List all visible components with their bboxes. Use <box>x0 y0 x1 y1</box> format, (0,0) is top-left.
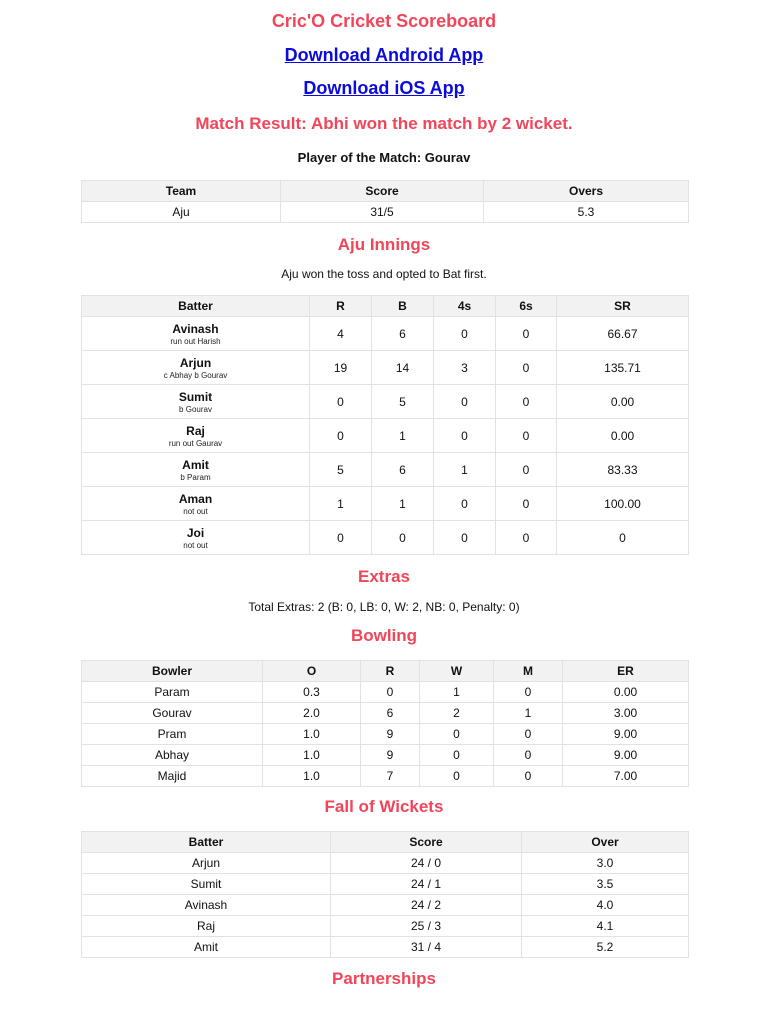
toss-note: Aju won the toss and opted to Bat first. <box>281 267 487 281</box>
bowler-economy: 9.00 <box>563 745 689 766</box>
table-row <box>82 745 689 766</box>
bowler-maidens: 1 <box>494 703 563 724</box>
batter-dismissal: not out <box>183 506 208 516</box>
summary-score: 31/5 <box>281 202 484 223</box>
fow-score: 24 / 1 <box>331 874 522 895</box>
app-title: Cric'O Cricket Scoreboard <box>271 11 497 31</box>
table-row <box>82 916 689 937</box>
fow-score: 25 / 3 <box>331 916 522 937</box>
batter-fours: 0 <box>434 385 496 419</box>
batter-fours: 0 <box>434 487 496 521</box>
table-row <box>82 419 689 453</box>
bowler-name: Param <box>82 682 263 703</box>
bowler-name: Gourav <box>82 703 263 724</box>
bowler-runs: 9 <box>361 724 420 745</box>
bowler-overs: 1.0 <box>263 766 361 787</box>
bowler-wickets: 0 <box>420 766 494 787</box>
bowler-name: Pram <box>82 724 263 745</box>
summary-header-overs: Overs <box>484 181 689 202</box>
bat-header-b: B <box>372 296 434 317</box>
ios-link-wrap <box>0 78 768 99</box>
bowler-name: Abhay <box>82 745 263 766</box>
batter-strike-rate: 83.33 <box>557 453 689 487</box>
bowler-overs: 1.0 <box>263 724 361 745</box>
fow-header-batter: Batter <box>82 832 331 853</box>
android-link-wrap <box>0 45 768 66</box>
fow-over: 3.0 <box>522 853 689 874</box>
batter-cell <box>82 385 310 419</box>
batter-dismissal: run out Gaurav <box>168 438 223 448</box>
table-row <box>82 385 689 419</box>
table-row <box>82 487 689 521</box>
fow-score: 24 / 2 <box>331 895 522 916</box>
bowler-maidens: 0 <box>494 745 563 766</box>
fow-title: Fall of Wickets <box>324 797 444 816</box>
batter-runs: 1 <box>310 487 372 521</box>
summary-header-score: Score <box>281 181 484 202</box>
bowler-runs: 7 <box>361 766 420 787</box>
innings-title: Aju Innings <box>337 235 431 254</box>
fow-over: 3.5 <box>522 874 689 895</box>
bat-header-batter: Batter <box>82 296 310 317</box>
batter-dismissal: b Param <box>180 472 211 482</box>
batter-runs: 19 <box>310 351 372 385</box>
bat-header-6s: 6s <box>496 296 557 317</box>
batter-name: Sumit <box>178 389 213 404</box>
batter-runs: 0 <box>310 419 372 453</box>
bowler-wickets: 1 <box>420 682 494 703</box>
fow-batter: Avinash <box>82 895 331 916</box>
bowl-header-m: M <box>494 661 563 682</box>
fow-over: 4.1 <box>522 916 689 937</box>
bowling-title: Bowling <box>350 626 418 645</box>
batter-runs: 4 <box>310 317 372 351</box>
batter-sixes: 0 <box>496 521 557 555</box>
fow-over: 4.0 <box>522 895 689 916</box>
bowler-economy: 3.00 <box>563 703 689 724</box>
batter-name: Raj <box>186 423 205 438</box>
batter-cell <box>82 317 310 351</box>
fow-batter: Raj <box>82 916 331 937</box>
bowler-economy: 0.00 <box>563 682 689 703</box>
batter-balls: 6 <box>372 317 434 351</box>
batting-table <box>81 295 689 555</box>
bat-header-r: R <box>310 296 372 317</box>
batter-sixes: 0 <box>496 419 557 453</box>
match-result: Match Result: Abhi won the match by 2 wicket. <box>195 114 573 133</box>
bowler-name: Majid <box>82 766 263 787</box>
batter-cell <box>82 521 310 555</box>
table-row <box>82 521 689 555</box>
table-row <box>82 724 689 745</box>
fow-header-score: Score <box>331 832 522 853</box>
table-row <box>82 682 689 703</box>
batter-name: Joi <box>186 525 205 540</box>
bowl-header-o: O <box>263 661 361 682</box>
fow-batter: Sumit <box>82 874 331 895</box>
table-row <box>82 351 689 385</box>
bowler-overs: 1.0 <box>263 745 361 766</box>
bowler-wickets: 0 <box>420 745 494 766</box>
bowler-maidens: 0 <box>494 766 563 787</box>
batter-fours: 0 <box>434 521 496 555</box>
batter-name: Amit <box>182 457 209 472</box>
table-row <box>82 853 689 874</box>
batter-fours: 3 <box>434 351 496 385</box>
table-row <box>82 874 689 895</box>
batter-sixes: 0 <box>496 351 557 385</box>
bowler-overs: 0.3 <box>263 682 361 703</box>
summary-team: Aju <box>82 202 281 223</box>
bat-header-sr: SR <box>557 296 689 317</box>
batter-balls: 1 <box>372 487 434 521</box>
extras-text: Total Extras: 2 (B: 0, LB: 0, W: 2, NB: 0, Penalty: 0) <box>248 600 520 614</box>
bowler-wickets: 0 <box>420 724 494 745</box>
bowl-header-r: R <box>361 661 420 682</box>
batter-runs: 0 <box>310 521 372 555</box>
bowler-wickets: 2 <box>420 703 494 724</box>
extras-title: Extras <box>358 567 410 586</box>
bowler-runs: 6 <box>361 703 420 724</box>
table-row <box>82 766 689 787</box>
download-ios-link[interactable]: Download iOS App <box>303 78 465 98</box>
bowl-header-er: ER <box>563 661 689 682</box>
table-row <box>82 937 689 958</box>
bowler-economy: 9.00 <box>563 724 689 745</box>
batter-strike-rate: 0 <box>557 521 689 555</box>
batter-runs: 5 <box>310 453 372 487</box>
fow-batter: Amit <box>82 937 331 958</box>
batter-strike-rate: 0.00 <box>557 385 689 419</box>
batter-strike-rate: 135.71 <box>557 351 689 385</box>
bowler-maidens: 0 <box>494 724 563 745</box>
table-row <box>82 703 689 724</box>
fow-header-over: Over <box>522 832 689 853</box>
batter-cell <box>82 487 310 521</box>
table-row <box>82 317 689 351</box>
bowler-overs: 2.0 <box>263 703 361 724</box>
batter-balls: 1 <box>372 419 434 453</box>
fow-table <box>81 831 689 958</box>
partnerships-title: Partnerships <box>332 969 436 988</box>
batter-name: Avinash <box>172 321 219 336</box>
player-of-match: Player of the Match: Gourav <box>297 150 471 165</box>
batter-name: Arjun <box>179 355 212 370</box>
batter-dismissal: b Gourav <box>179 404 212 414</box>
batter-sixes: 0 <box>496 487 557 521</box>
batter-dismissal: run out Harish <box>170 336 221 346</box>
bowler-runs: 0 <box>361 682 420 703</box>
batter-fours: 1 <box>434 453 496 487</box>
batter-cell <box>82 351 310 385</box>
bowler-maidens: 0 <box>494 682 563 703</box>
table-row <box>82 453 689 487</box>
batter-balls: 5 <box>372 385 434 419</box>
batter-strike-rate: 66.67 <box>557 317 689 351</box>
batter-sixes: 0 <box>496 385 557 419</box>
batter-dismissal: c Abhay b Gourav <box>163 370 228 380</box>
batter-runs: 0 <box>310 385 372 419</box>
fow-batter: Arjun <box>82 853 331 874</box>
batter-fours: 0 <box>434 317 496 351</box>
batter-fours: 0 <box>434 419 496 453</box>
bowler-economy: 7.00 <box>563 766 689 787</box>
summary-overs: 5.3 <box>484 202 689 223</box>
batter-sixes: 0 <box>496 453 557 487</box>
download-android-link[interactable]: Download Android App <box>284 45 484 65</box>
batter-balls: 0 <box>372 521 434 555</box>
bowling-table <box>81 660 689 787</box>
batter-strike-rate: 0.00 <box>557 419 689 453</box>
fow-score: 24 / 0 <box>331 853 522 874</box>
table-row <box>82 895 689 916</box>
bowler-runs: 9 <box>361 745 420 766</box>
batter-strike-rate: 100.00 <box>557 487 689 521</box>
table-row <box>82 202 689 223</box>
fow-over: 5.2 <box>522 937 689 958</box>
summary-table <box>81 180 689 223</box>
summary-header-team: Team <box>82 181 281 202</box>
batter-balls: 6 <box>372 453 434 487</box>
batter-cell <box>82 453 310 487</box>
batter-sixes: 0 <box>496 317 557 351</box>
batter-cell <box>82 419 310 453</box>
batter-name: Aman <box>178 491 213 506</box>
bat-header-4s: 4s <box>434 296 496 317</box>
bowl-header-w: W <box>420 661 494 682</box>
fow-score: 31 / 4 <box>331 937 522 958</box>
bowl-header-bowler: Bowler <box>82 661 263 682</box>
batter-dismissal: not out <box>183 540 208 550</box>
batter-balls: 14 <box>372 351 434 385</box>
